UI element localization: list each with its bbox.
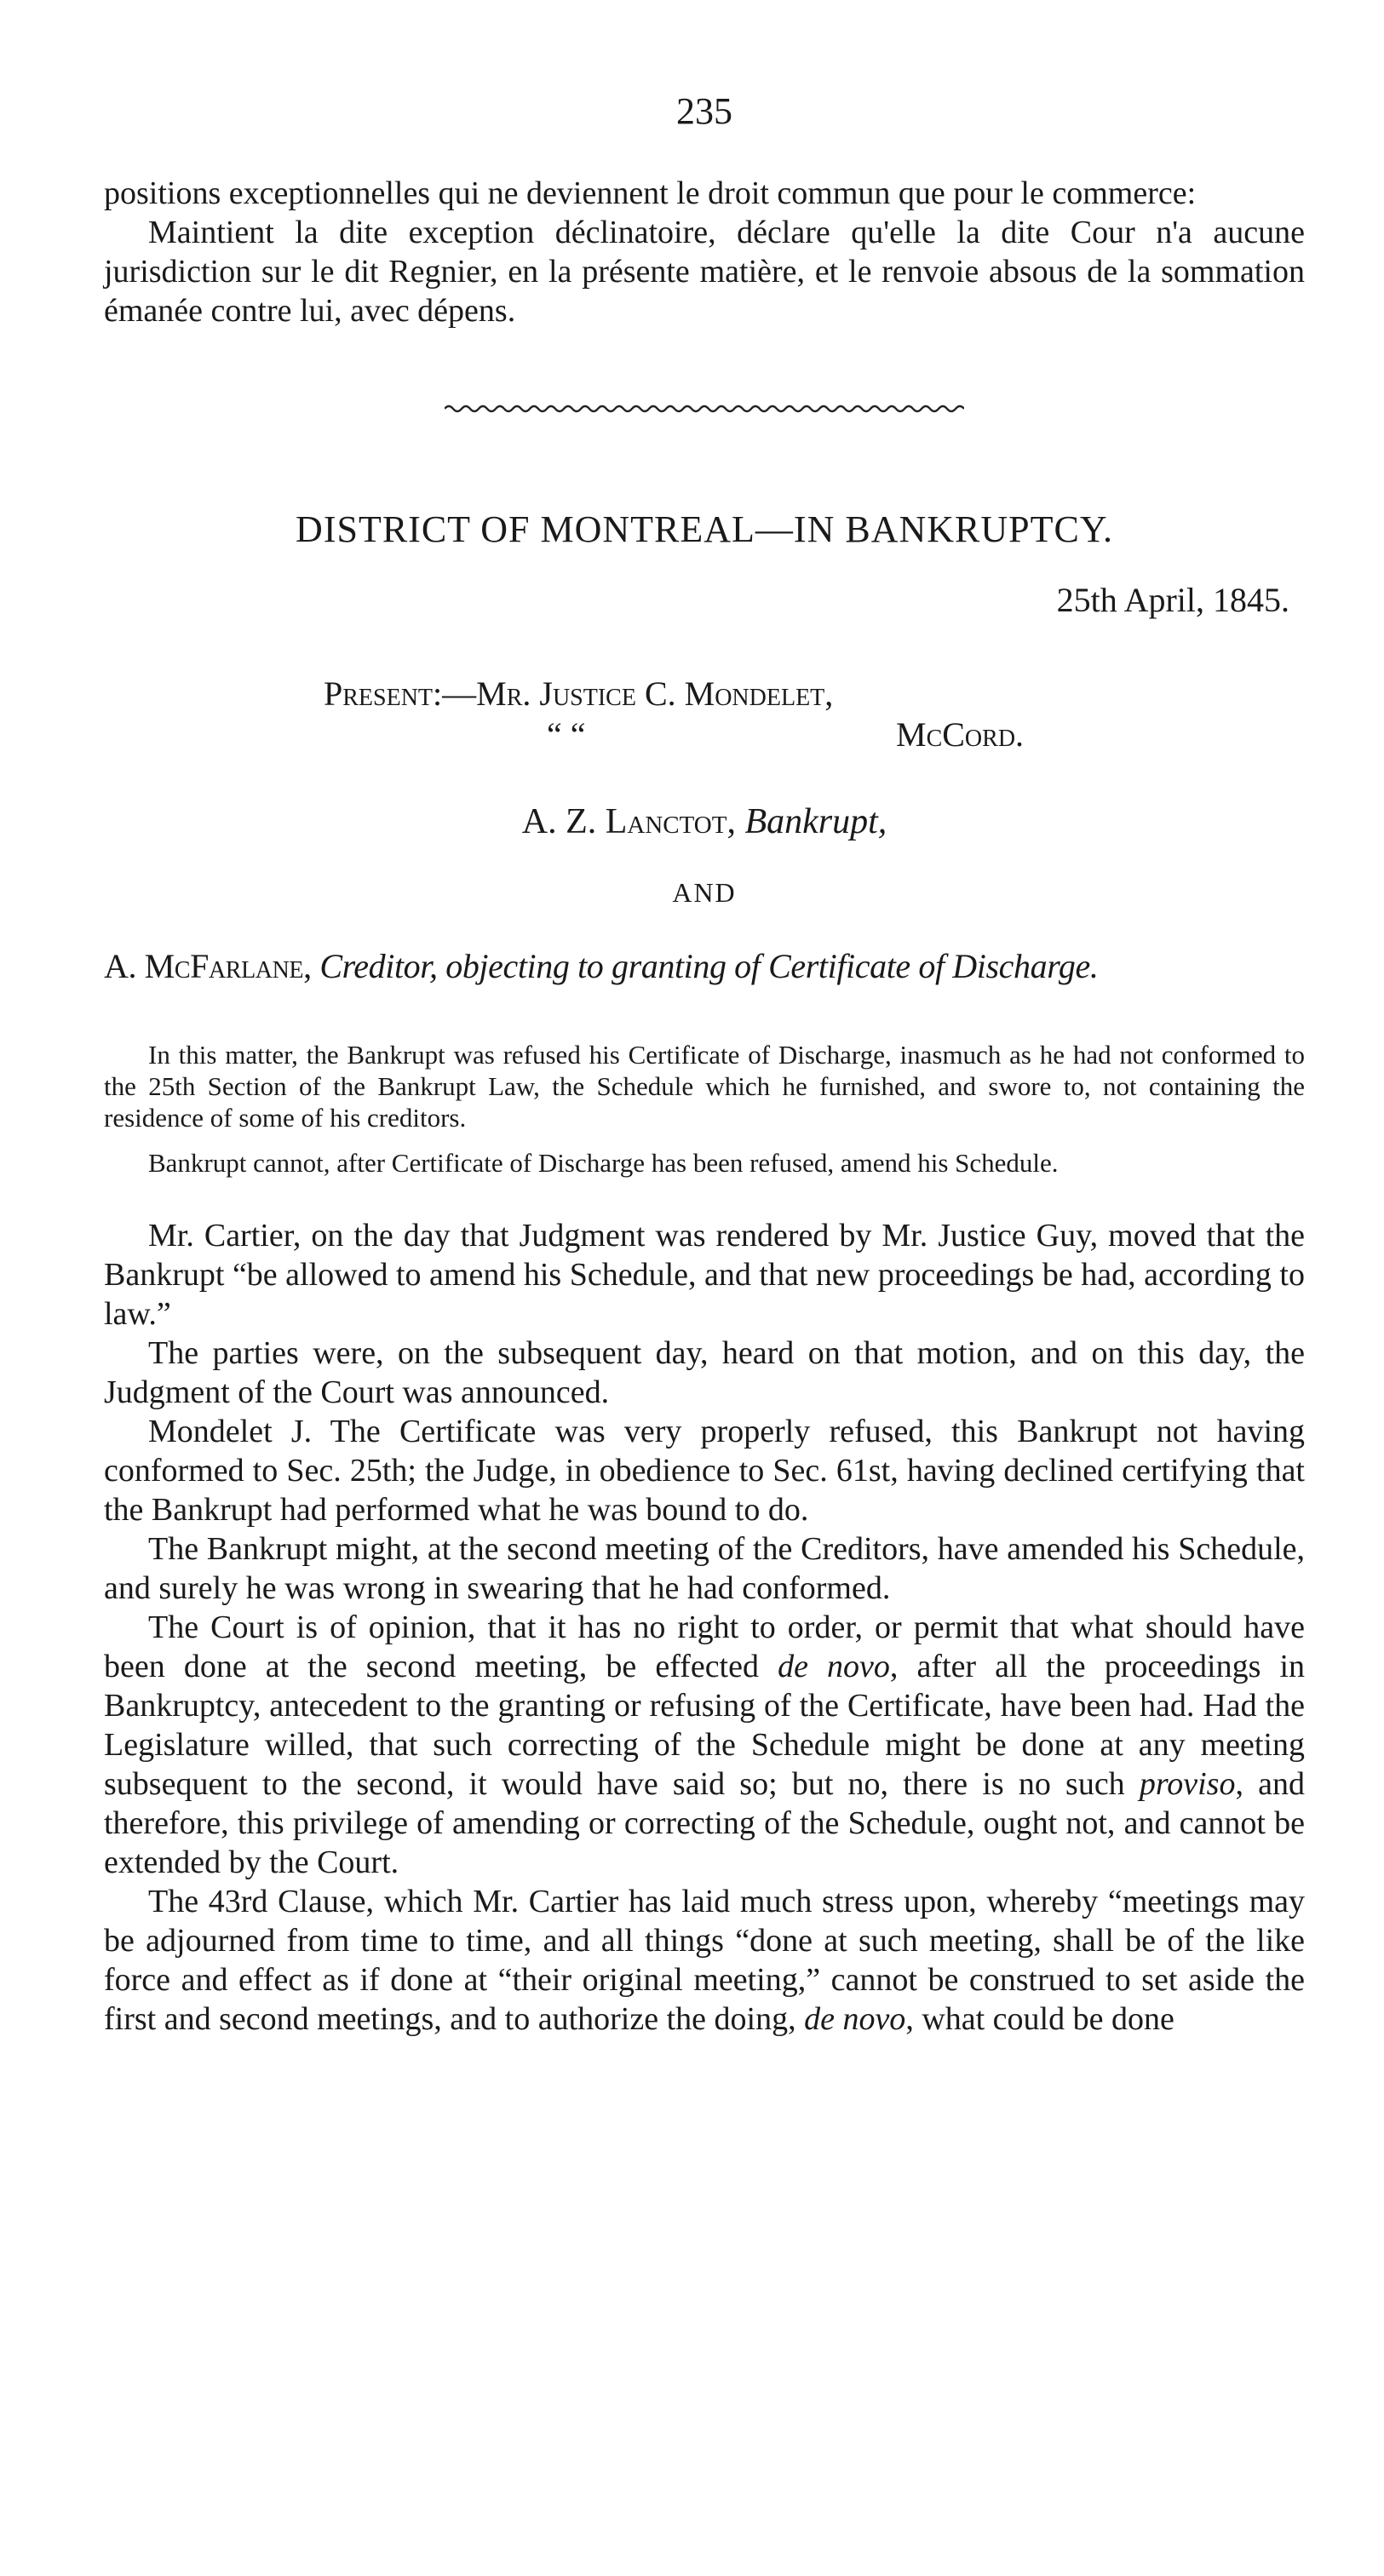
case-date: 25th April, 1845. xyxy=(1056,581,1289,619)
french-paragraph-maintient: Maintient la dite exception déclinatoire, déclare qu'elle la dite Cour n'a aucune jurisdiction sur le dit Regnier, en la présente matière, et le renvoie absous de la sommation émanée contre lui, avec dépens. xyxy=(104,215,1305,329)
text-run: The 43rd Clause, which Mr. Cartier has laid much stress upon, whereby “meetings may be adjourned from time to time, and all things “done at such meeting, shall be of the like force and effect as if done at “their original meeting,” cannot be construed to set aside the first and second meetings, and to authorize the doing, xyxy=(104,1884,1305,2037)
creditor-role: Creditor, objecting to granting of Certificate of Discharge. xyxy=(319,947,1099,985)
court-heading: DISTRICT OF MONTREAL—IN BANKRUPTCY. xyxy=(296,508,1113,550)
page-number: 235 xyxy=(676,90,732,132)
present-line xyxy=(324,673,833,715)
creditor-name: A. McFarlane, xyxy=(104,947,312,985)
body-paragraph-court-opinion xyxy=(104,1608,1305,1882)
and-separator: AND xyxy=(672,877,737,908)
text-run: , and therefore, this privilege of amending or correcting of the Schedule, ought not, and cannot be extended by the Court. xyxy=(104,1766,1305,1880)
body-paragraph-parties-heard: The parties were, on the subsequent day, heard on that motion, and on this day, the Judgment of the Court was announced. xyxy=(104,1335,1305,1410)
party-bankrupt xyxy=(104,799,1305,845)
body-paragraph-second-meeting: The Bankrupt might, at the second meeting of the Creditors, have amended his Schedule, and surely he was wrong in swearing that he had conformed. xyxy=(104,1531,1305,1606)
italic-de-novo: de novo xyxy=(804,2001,906,2037)
body-paragraph-mondelet: Mondelet J. The Certificate was very properly refused, this Bankrupt not having conformed to Sec. 25th; the Judge, in obedience to Sec. 61st, having declined certifying that the Bankrupt had performed what he was bound to do. xyxy=(104,1414,1305,1528)
headnote-certificate-refused: In this matter, the Bankrupt was refused his Certificate of Discharge, inasmuch as he had not conformed to the 25th Section of the Bankrupt Law, the Schedule which he furnished, and swore to, not containing the residence of some of his creditors. xyxy=(104,1040,1305,1133)
italic-de-novo: de novo xyxy=(778,1649,890,1684)
ditto-marks: “ “ xyxy=(547,715,586,754)
french-judgment-ending xyxy=(104,174,1305,330)
text-run: , after all the proceedings in Bankruptcy, antecedent to the granting or refusing of the Certificate, have been had. Had the Legislature willed, that such correcting of the Schedule might be done at any meeting subsequent to the second, it would have said so; but no, there is no such xyxy=(104,1649,1305,1802)
present-justices xyxy=(104,673,1305,758)
french-paragraph-continued: positions exceptionnelles qui ne deviennent le droit commun que pour le commerce: xyxy=(104,175,1197,211)
body-paragraph-43rd-clause xyxy=(104,1882,1305,2039)
text-run: , what could be done xyxy=(905,2001,1174,2037)
italic-proviso: proviso xyxy=(1139,1766,1236,1802)
judgment-body xyxy=(104,1216,1305,2039)
wavy-rule-divider xyxy=(445,400,964,417)
text-run: The Court is of opinion, that it has no right to order, or permit that what should have been done at the second meeting, be effected xyxy=(104,1609,1305,1684)
present-line-second xyxy=(547,714,1025,756)
bankrupt-role: Bankrupt, xyxy=(744,802,887,841)
document-page xyxy=(104,0,1305,2039)
bankrupt-name: A. Z. Lanctot, xyxy=(521,802,736,841)
body-paragraph-cartier-motion: Mr. Cartier, on the day that Judgment was rendered by Mr. Justice Guy, moved that the Bankrupt “be allowed to amend his Schedule, and that new proceedings be had, according to law.” xyxy=(104,1218,1305,1332)
justice-mondelet: —Mr. Justice C. Mondelet, xyxy=(442,674,834,713)
justice-mccord: McCord. xyxy=(896,715,1025,754)
party-creditor xyxy=(104,944,1305,990)
headnote-cannot-amend: Bankrupt cannot, after Certificate of Discharge has been refused, amend his Schedule. xyxy=(148,1148,1059,1178)
present-label: Present: xyxy=(324,674,443,713)
